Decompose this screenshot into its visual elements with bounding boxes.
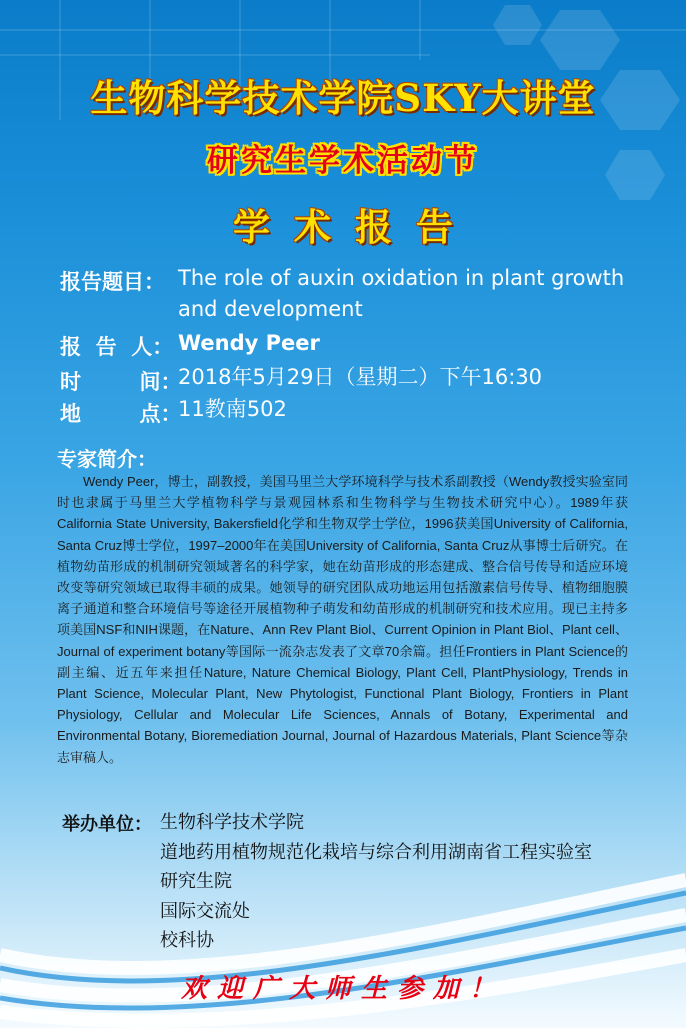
- organizer-item: 校科协: [160, 930, 214, 951]
- location-value: 11教南502: [178, 397, 287, 421]
- report-title: 学术报告: [233, 205, 477, 249]
- topic-label: 报告题目：: [60, 270, 165, 294]
- organizer-item: 国际交流处: [160, 900, 250, 922]
- bio-paragraph: Wendy Peer，博士，副教授，美国马里兰大学环境科学与技术系副教授（Wendy教授实验室同时也隶属于马里兰大学植物科学与景观园林系和生物科学与生物技术研究中心）。1989年获California State University, Bakersfield化学和生物双学士学位，1996获美国University of California, Santa Cruz博士学位，1997–2000年在美国University of California, Santa Cruz从事博士后研究。在植物幼苗形成的机制研究领域著名的科学家，她在幼苗形成的形态建成、整合信号传导和适应环境改变等研究领域已取得丰硕的成果。她领导的研究团队成功地运用包括激素信号传导、植物细胞膜离子通道和整合环境信号等途径开展植物种子萌发和幼苗形成的机制研究和技术应用。现已主持多项美国NSF和NIH课题，在Nature、Ann Rev Plant Biol、Current Opinion in Plant Biol、Plant cell、Journal of experiment botany等国际一流杂志发表了文章70余篇。担任Frontiers in Plant Science的副主编、近五年来担任Nature, Nature Chemical Biology, Plant Cell, PlantPhysiology, Trends in Plant Science, Molecular Plant, New Phytologist, Functional Plant Biology, Frontiers in Plant Physiology, Cellular and Molecular Life Sciences, Annals of Botany, Experimental and Environmental Botany, Bioremediation Journal, Journal of Hazardous Materials, Plant Science等杂志审稿人。: [57, 474, 628, 765]
- speaker-label: 报 告 人：: [60, 335, 174, 359]
- location-label: 地 点：: [60, 402, 182, 426]
- welcome-message: 欢迎广大师生参加！: [180, 974, 505, 1004]
- time-value: 2018年5月29日（星期二）下午16:30: [178, 365, 543, 389]
- organizer-item: 道地药用植物规范化栽培与综合利用湖南省工程实验室: [160, 841, 592, 863]
- speaker-value: Wendy Peer: [178, 331, 320, 355]
- organizer-list: [160, 808, 592, 956]
- time-label: 时 间：: [60, 370, 182, 394]
- sub-title: 研究生学术活动节: [207, 143, 479, 179]
- organizer-label: 举办单位：: [62, 814, 152, 835]
- intro-heading: 专家简介：: [57, 447, 157, 471]
- main-title: 生物科学技术学院SKY大讲堂: [90, 76, 596, 120]
- topic-value: The role of auxin oxidation in plant growth and development: [178, 266, 625, 321]
- organizer-item: 研究生院: [160, 871, 232, 892]
- organizer-item: 生物科学技术学院: [160, 812, 304, 833]
